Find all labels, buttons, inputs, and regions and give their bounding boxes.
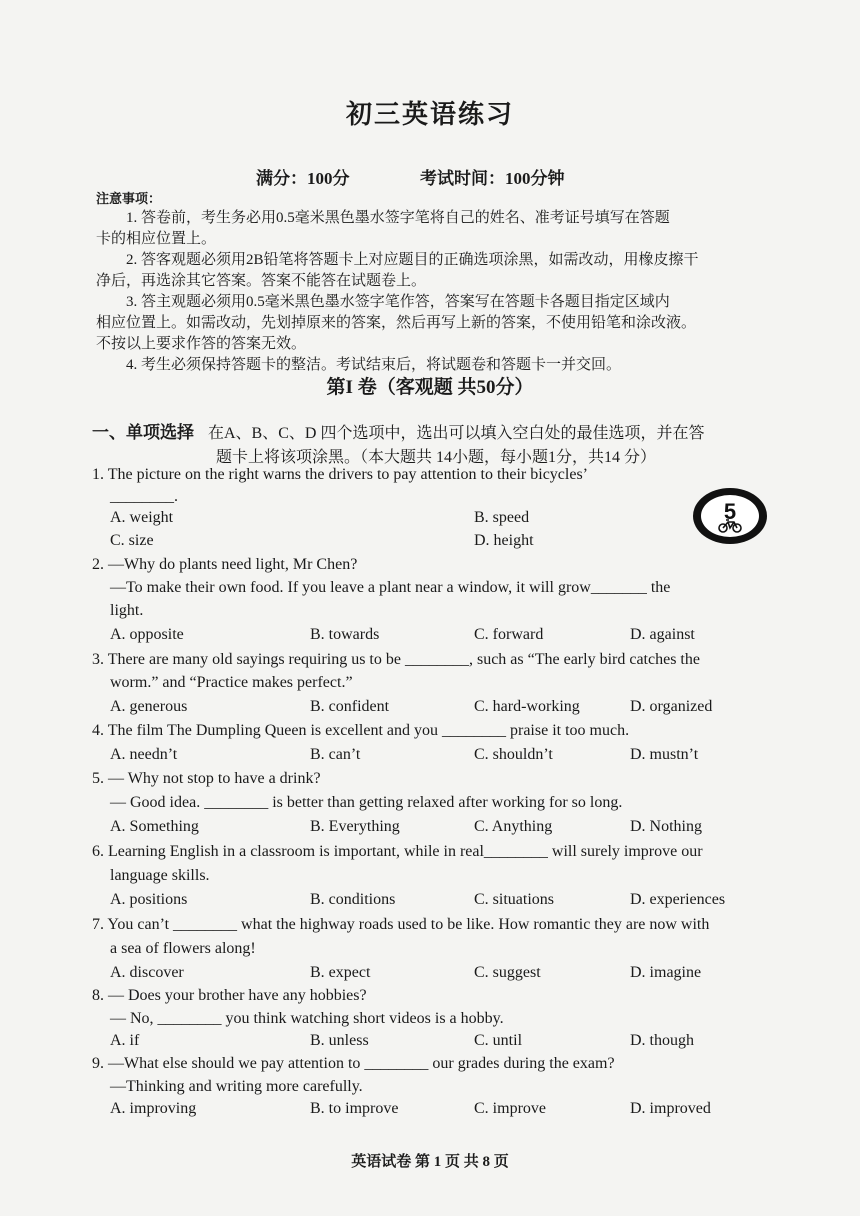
question-2-stem: 2. —Why do plants need light, Mr Chen? bbox=[92, 556, 358, 573]
question-2-option-b: B. towards bbox=[310, 626, 380, 643]
question-7-option-d: D. imagine bbox=[630, 964, 702, 981]
question-2-option-a: A. opposite bbox=[110, 626, 184, 643]
question-4-option-c: C. shouldn’t bbox=[474, 746, 553, 763]
question-6-option-a: A. positions bbox=[110, 891, 188, 908]
question-2-stem: —To make their own food. If you leave a plant near a window, it will grow_______ the bbox=[110, 579, 671, 596]
question-3-stem: worm.” and “Practice makes perfect.” bbox=[110, 674, 353, 691]
question-9-stem: 9. —What else should we pay attention to ________ our grades during the exam? bbox=[92, 1055, 615, 1072]
question-5-stem: 5. — Why not stop to have a drink? bbox=[92, 770, 321, 787]
question-6-option-b: B. conditions bbox=[310, 891, 396, 908]
question-5-stem: — Good idea. ________ is better than getting relaxed after working for so long. bbox=[110, 794, 623, 811]
notice-line: 2. 答客观题必须用2B铅笔将答题卡上对应题目的正确选项涂黑，如需改动，用橡皮擦干 bbox=[126, 252, 699, 268]
notice-line: 相应位置上。如需改动，先划掉原来的答案，然后再写上新的答案，不使用铅笔和涂改液。 bbox=[96, 315, 697, 331]
question-5-option-d: D. Nothing bbox=[630, 818, 702, 835]
question-6-option-c: C. situations bbox=[474, 891, 555, 908]
question-2-option-d: D. against bbox=[630, 626, 695, 643]
question-8-option-a: A. if bbox=[110, 1032, 140, 1049]
question-7-stem: 7. You can’t ________ what the highway roads used to be like. How romantic they are now with bbox=[92, 916, 710, 933]
question-6-stem: language skills. bbox=[110, 867, 210, 884]
question-3-stem: 3. There are many old sayings requiring us to be ________, such as “The early bird catches the bbox=[92, 651, 700, 668]
question-7-option-c: C. suggest bbox=[474, 964, 541, 981]
question-6-option-d: D. experiences bbox=[630, 891, 726, 908]
notice-line: 4. 考生必须保持答题卡的整洁。考试结束后，将试题卷和答题卡一并交回。 bbox=[126, 357, 622, 373]
question-5-option-c: C. Anything bbox=[474, 818, 553, 835]
question-1-blank: ________. bbox=[110, 488, 178, 505]
question-1-stem: 1. The picture on the right warns the drivers to pay attention to their bicycles’ bbox=[92, 466, 589, 483]
sign-number: 5 bbox=[723, 499, 737, 524]
question-6-stem: 6. Learning English in a classroom is important, while in real________ will surely improve our bbox=[92, 843, 703, 860]
notice-line: 净后，再选涂其它答案。答案不能答在试题卷上。 bbox=[96, 273, 427, 289]
question-9-option-c: C. improve bbox=[474, 1100, 546, 1117]
question-7-stem: a sea of flowers along! bbox=[110, 940, 256, 957]
part-instructions: 在A、B、C、D 四个选项中，选出可以填入空白处的最佳选项，并在答 bbox=[208, 425, 705, 442]
section-heading: 第I 卷（客观题 共50分） bbox=[326, 377, 534, 398]
question-1-option-c: C. size bbox=[110, 532, 154, 549]
question-1-option-d: D. height bbox=[474, 532, 534, 549]
question-4-option-a: A. needn’t bbox=[110, 746, 178, 763]
question-3-option-d: D. organized bbox=[630, 698, 713, 715]
question-9-stem: —Thinking and writing more carefully. bbox=[110, 1078, 363, 1095]
question-8-option-d: D. though bbox=[630, 1032, 694, 1049]
question-7-option-a: A. discover bbox=[110, 964, 184, 981]
question-8-stem: 8. — Does your brother have any hobbies? bbox=[92, 987, 367, 1004]
question-9-option-b: B. to improve bbox=[310, 1100, 399, 1117]
question-9-option-d: D. improved bbox=[630, 1100, 711, 1117]
notice-line: 3. 答主观题必须用0.5毫米黑色墨水签字笔作答，答案写在答题卡各题目指定区域内 bbox=[126, 294, 670, 310]
question-9-option-a: A. improving bbox=[110, 1100, 197, 1117]
part-instructions: 题卡上将该项涂黑。（本大题共 14小题，每小题1分，共14 分） bbox=[216, 449, 657, 466]
speed-limit-sign-icon bbox=[690, 486, 770, 546]
question-5-option-a: A. Something bbox=[110, 818, 199, 835]
question-2-stem: light. bbox=[110, 602, 144, 619]
notice-heading: 注意事项： bbox=[96, 191, 162, 206]
part-heading: 一、单项选择 bbox=[92, 423, 194, 442]
question-8-option-b: B. unless bbox=[310, 1032, 369, 1049]
question-4-option-d: D. mustn’t bbox=[630, 746, 699, 763]
question-4-option-b: B. can’t bbox=[310, 746, 361, 763]
question-7-option-b: B. expect bbox=[310, 964, 371, 981]
full-score: 满分：100分 bbox=[256, 169, 350, 188]
page-title: 初三英语练习 bbox=[345, 100, 514, 129]
page-footer: 英语试卷 第 1 页 共 8 页 bbox=[351, 1154, 509, 1170]
question-4-stem: 4. The film The Dumpling Queen is excellent and you ________ praise it too much. bbox=[92, 722, 630, 739]
question-8-stem: — No, ________ you think watching short videos is a hobby. bbox=[110, 1010, 504, 1027]
question-1-option-b: B. speed bbox=[474, 509, 530, 526]
question-3-option-a: A. generous bbox=[110, 698, 188, 715]
question-2-option-c: C. forward bbox=[474, 626, 544, 643]
question-1-option-a: A. weight bbox=[110, 509, 174, 526]
question-5-option-b: B. Everything bbox=[310, 818, 400, 835]
notice-line: 卡的相应位置上。 bbox=[96, 231, 217, 247]
question-3-option-c: C. hard-working bbox=[474, 698, 580, 715]
question-3-option-b: B. confident bbox=[310, 698, 390, 715]
notice-line: 不按以上要求作答的答案无效。 bbox=[96, 336, 307, 352]
exam-time: 考试时间：100分钟 bbox=[420, 169, 565, 188]
question-8-option-c: C. until bbox=[474, 1032, 523, 1049]
notice-line: 1. 答卷前，考生务必用0.5毫米黑色墨水签字笔将自己的姓名、准考证号填写在答题 bbox=[126, 210, 670, 226]
